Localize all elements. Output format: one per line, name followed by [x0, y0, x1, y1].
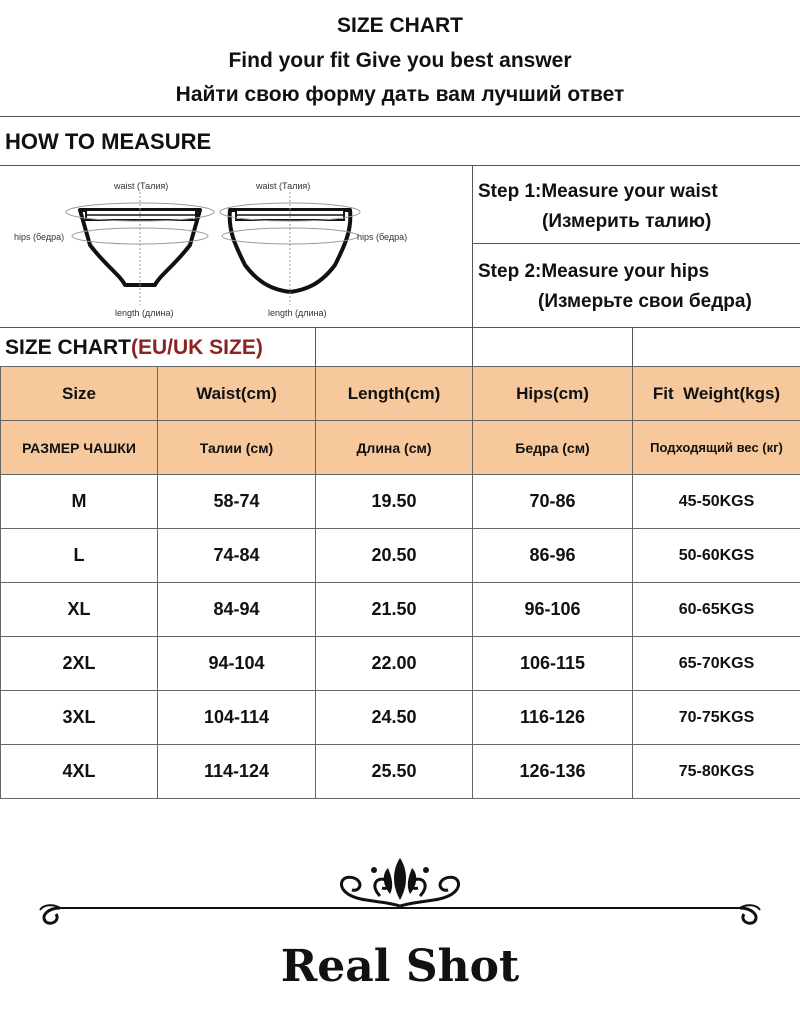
header-cell: Длина (см)	[316, 421, 473, 475]
header-cell: Hips(cm)	[473, 367, 633, 421]
subtitle-russian: Найти свою форму дать вам лучший ответ	[175, 83, 625, 106]
table-cell: L	[1, 529, 158, 583]
table-cell: 3XL	[1, 691, 158, 745]
table-cell: 60-65KGS	[633, 583, 800, 637]
table-cell: 58-74	[158, 475, 316, 529]
divider	[0, 116, 800, 117]
subtitle-english: Find your fit Give you best answer	[228, 49, 572, 72]
divider	[472, 327, 473, 367]
ornament-divider-icon	[30, 850, 770, 930]
header-cell: Waist(cm)	[158, 367, 316, 421]
table-cell: 126-136	[473, 745, 633, 799]
header-cell: РАЗМЕР ЧАШКИ	[1, 421, 158, 475]
header-cell: Length(cm)	[316, 367, 473, 421]
table-cell: 75-80KGS	[633, 745, 800, 799]
brief-back-illustration	[220, 192, 360, 305]
table-cell: 19.50	[316, 475, 473, 529]
table-row	[1, 691, 800, 745]
step-2-russian: (Измерьте свои бедра)	[538, 291, 752, 312]
table-cell: 45-50KGS	[633, 475, 800, 529]
table-cell: 65-70KGS	[633, 637, 800, 691]
size-table	[0, 366, 800, 799]
size-chart-title	[5, 336, 263, 360]
size-chart-title-main: SIZE CHART	[5, 336, 131, 359]
header-cell: Талии (см)	[158, 421, 316, 475]
table-cell: 2XL	[1, 637, 158, 691]
header-cell: Подходящий вес (кг)	[633, 421, 800, 475]
brief-front-illustration	[66, 192, 214, 305]
hips-label-front: hips (бедра)	[14, 232, 65, 242]
table-cell: 50-60KGS	[633, 529, 800, 583]
table-cell: 104-114	[158, 691, 316, 745]
step-2-english: Step 2:Measure your hips	[478, 261, 710, 282]
waist-label-back: waist (Талия)	[256, 181, 311, 191]
table-header-english	[1, 367, 800, 421]
table-cell: 22.00	[316, 637, 473, 691]
how-to-measure-heading: HOW TO MEASURE	[5, 129, 212, 154]
table-cell: 21.50	[316, 583, 473, 637]
length-label-front: length (длина)	[115, 308, 174, 318]
table-row	[1, 529, 800, 583]
page-title: SIZE CHART	[337, 14, 463, 37]
table-cell: 86-96	[473, 529, 633, 583]
table-cell: 96-106	[473, 583, 633, 637]
step-1-english: Step 1:Measure your waist	[478, 181, 718, 202]
table-row	[1, 637, 800, 691]
measurement-illustration	[0, 170, 470, 325]
table-cell: 4XL	[1, 745, 158, 799]
table-cell: 94-104	[158, 637, 316, 691]
divider	[472, 165, 473, 327]
table-cell: 116-126	[473, 691, 633, 745]
table-cell: XL	[1, 583, 158, 637]
table-cell: 70-86	[473, 475, 633, 529]
table-row	[1, 583, 800, 637]
table-cell: 114-124	[158, 745, 316, 799]
table-cell: 70-75KGS	[633, 691, 800, 745]
table-cell: 74-84	[158, 529, 316, 583]
divider	[0, 327, 800, 328]
table-cell: 25.50	[316, 745, 473, 799]
divider	[632, 327, 633, 367]
table-cell: M	[1, 475, 158, 529]
hips-label-back: hips (бедра)	[357, 232, 408, 242]
step-1-russian: (Измерить талию)	[542, 211, 712, 232]
header-cell: Бедра (см)	[473, 421, 633, 475]
table-cell: 24.50	[316, 691, 473, 745]
divider	[0, 165, 800, 166]
table-row	[1, 745, 800, 799]
size-chart-title-accent: (EU/UK SIZE)	[131, 336, 263, 359]
table-cell: 20.50	[316, 529, 473, 583]
table-row	[1, 475, 800, 529]
table-cell: 84-94	[158, 583, 316, 637]
divider	[315, 327, 316, 367]
table-header-russian	[1, 421, 800, 475]
waist-label-front: waist (Талия)	[114, 181, 169, 191]
length-label-back: length (длина)	[268, 308, 327, 318]
real-shot-title: Real Shot	[280, 941, 520, 992]
header-cell: Fit Weight(kgs)	[633, 367, 800, 421]
header-cell: Size	[1, 367, 158, 421]
divider	[472, 243, 800, 244]
table-cell: 106-115	[473, 637, 633, 691]
